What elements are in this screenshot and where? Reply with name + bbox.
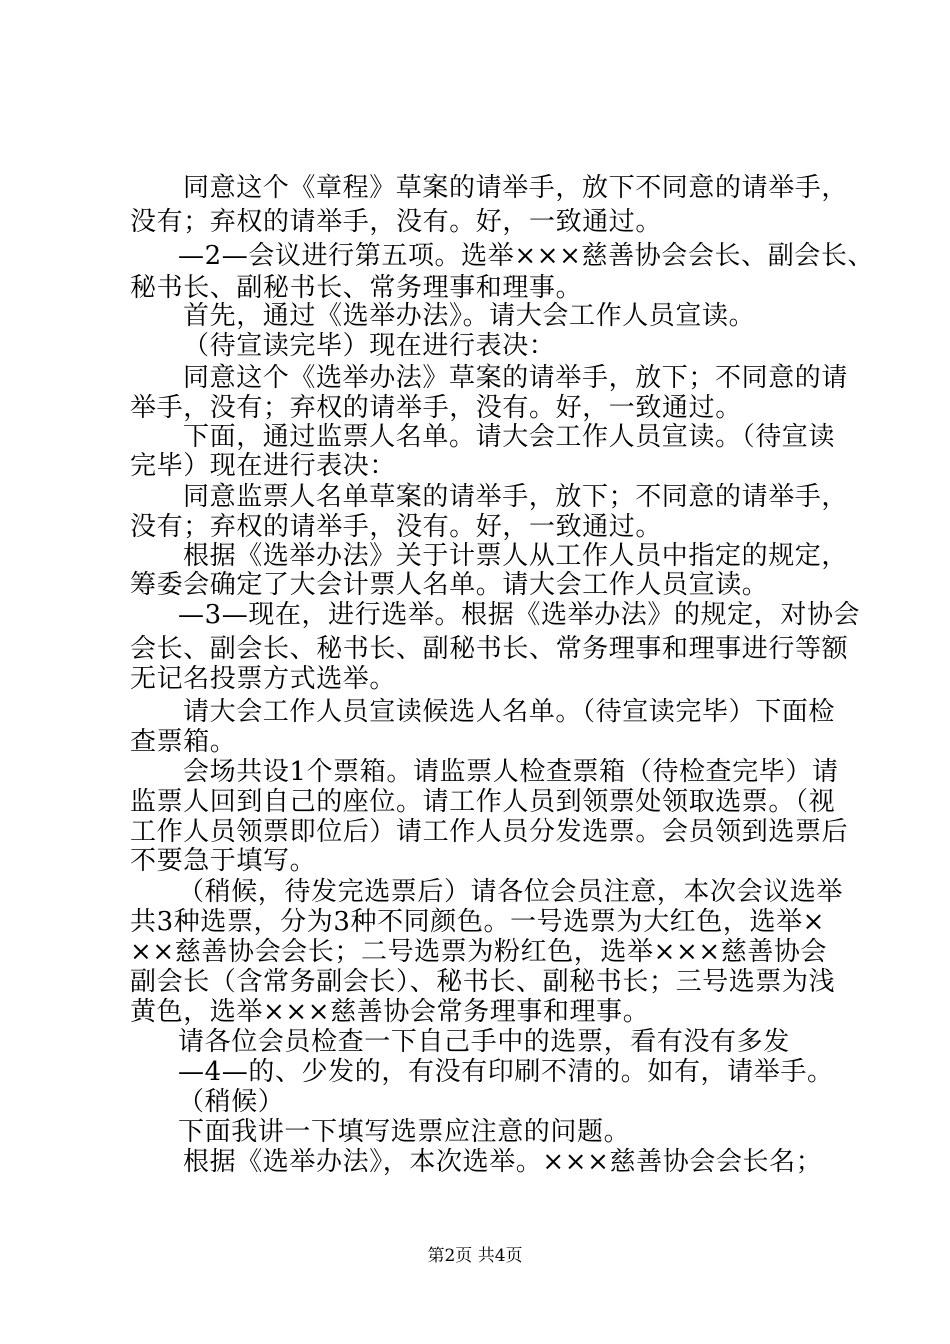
line-26: ××慈善协会会长；二号选票为粉红色，选举×××慈善协会: [130, 937, 828, 967]
line-15: —3—现在，进行选举。根据《选举办法》的规定，对协会: [178, 600, 861, 630]
line-9: 下面，通过监票人名单。请大会工作人员宣读。（待宣读: [183, 422, 836, 452]
line-20: 会场共设1个票箱。请监票人检查票箱（待检查完毕）请: [183, 757, 839, 787]
line-11: 同意监票人名单草案的请举手，放下；不同意的请举手，: [183, 482, 849, 512]
line-21: 监票人回到自己的座位。请工作人员到领票处领取选票。（视: [130, 787, 836, 817]
line-1: 同意这个《章程》草案的请举手，放下不同意的请举手，: [183, 173, 849, 203]
line-24: （稍候，待发完选票后）请各位会员注意，本次会议选举: [178, 877, 844, 907]
line-10: 完毕）现在进行表决：: [130, 451, 397, 481]
line-18: 请大会工作人员宣读候选人名单。（待宣读完毕）下面检: [183, 697, 836, 727]
line-2: 没有；弃权的请举手，没有。好，一致通过。: [130, 207, 663, 237]
line-23: 不要急于填写。: [130, 846, 317, 876]
line-7: 同意这个《选举办法》草案的请举手，放下；不同意的请: [183, 363, 849, 393]
line-4: 秘书长、副秘书长、常务理事和理事。: [130, 273, 583, 303]
line-13: 根据《选举办法》关于计票人从工作人员中指定的规定，: [183, 541, 849, 571]
line-19: 查票箱。: [130, 727, 237, 757]
line-3: —2—会议进行第五项。选举×××慈善协会会长、副会长、: [178, 241, 875, 271]
line-14: 筹委会确定了大会计票人名单。请大会工作人员宣读。: [130, 570, 769, 600]
line-32: 下面我讲一下填写选票应注意的问题。: [178, 1117, 631, 1147]
line-16: 会长、副会长、秘书长、副秘书长、常务理事和理事进行等额: [130, 634, 849, 664]
line-5: 首先，通过《选举办法》。请大会工作人员宣读。: [183, 301, 756, 331]
line-29: 请各位会员检查一下自己手中的选票，看有没有多发: [178, 1027, 790, 1057]
line-30: —4—的、少发的，有没有印刷不清的。如有，请举手。: [178, 1057, 834, 1087]
line-28: 黄色，选举×××慈善协会常务理事和理事。: [130, 997, 650, 1027]
line-8: 举手，没有；弃权的请举手，没有。好，一致通过。: [130, 393, 742, 423]
line-25: 共3种选票，分为3种不同颜色。一号选票为大红色，选举×: [130, 907, 826, 937]
line-17: 无记名投票方式选举。: [130, 664, 397, 694]
line-27: 副会长（含常务副会长）、秘书长、副秘书长；三号选票为浅: [130, 967, 836, 997]
line-6: （待宣读完毕）现在进行表决：: [183, 331, 556, 361]
line-33: 根据《选举办法》，本次选举。×××慈善协会会长名；: [183, 1147, 823, 1177]
page-number-footer: 第2页 共4页: [427, 1246, 523, 1266]
line-31: （稍候）: [178, 1087, 285, 1117]
line-22: 工作人员领票即位后）请工作人员分发选票。会员领到选票后: [130, 817, 849, 847]
line-12: 没有；弃权的请举手，没有。好，一致通过。: [130, 512, 663, 542]
